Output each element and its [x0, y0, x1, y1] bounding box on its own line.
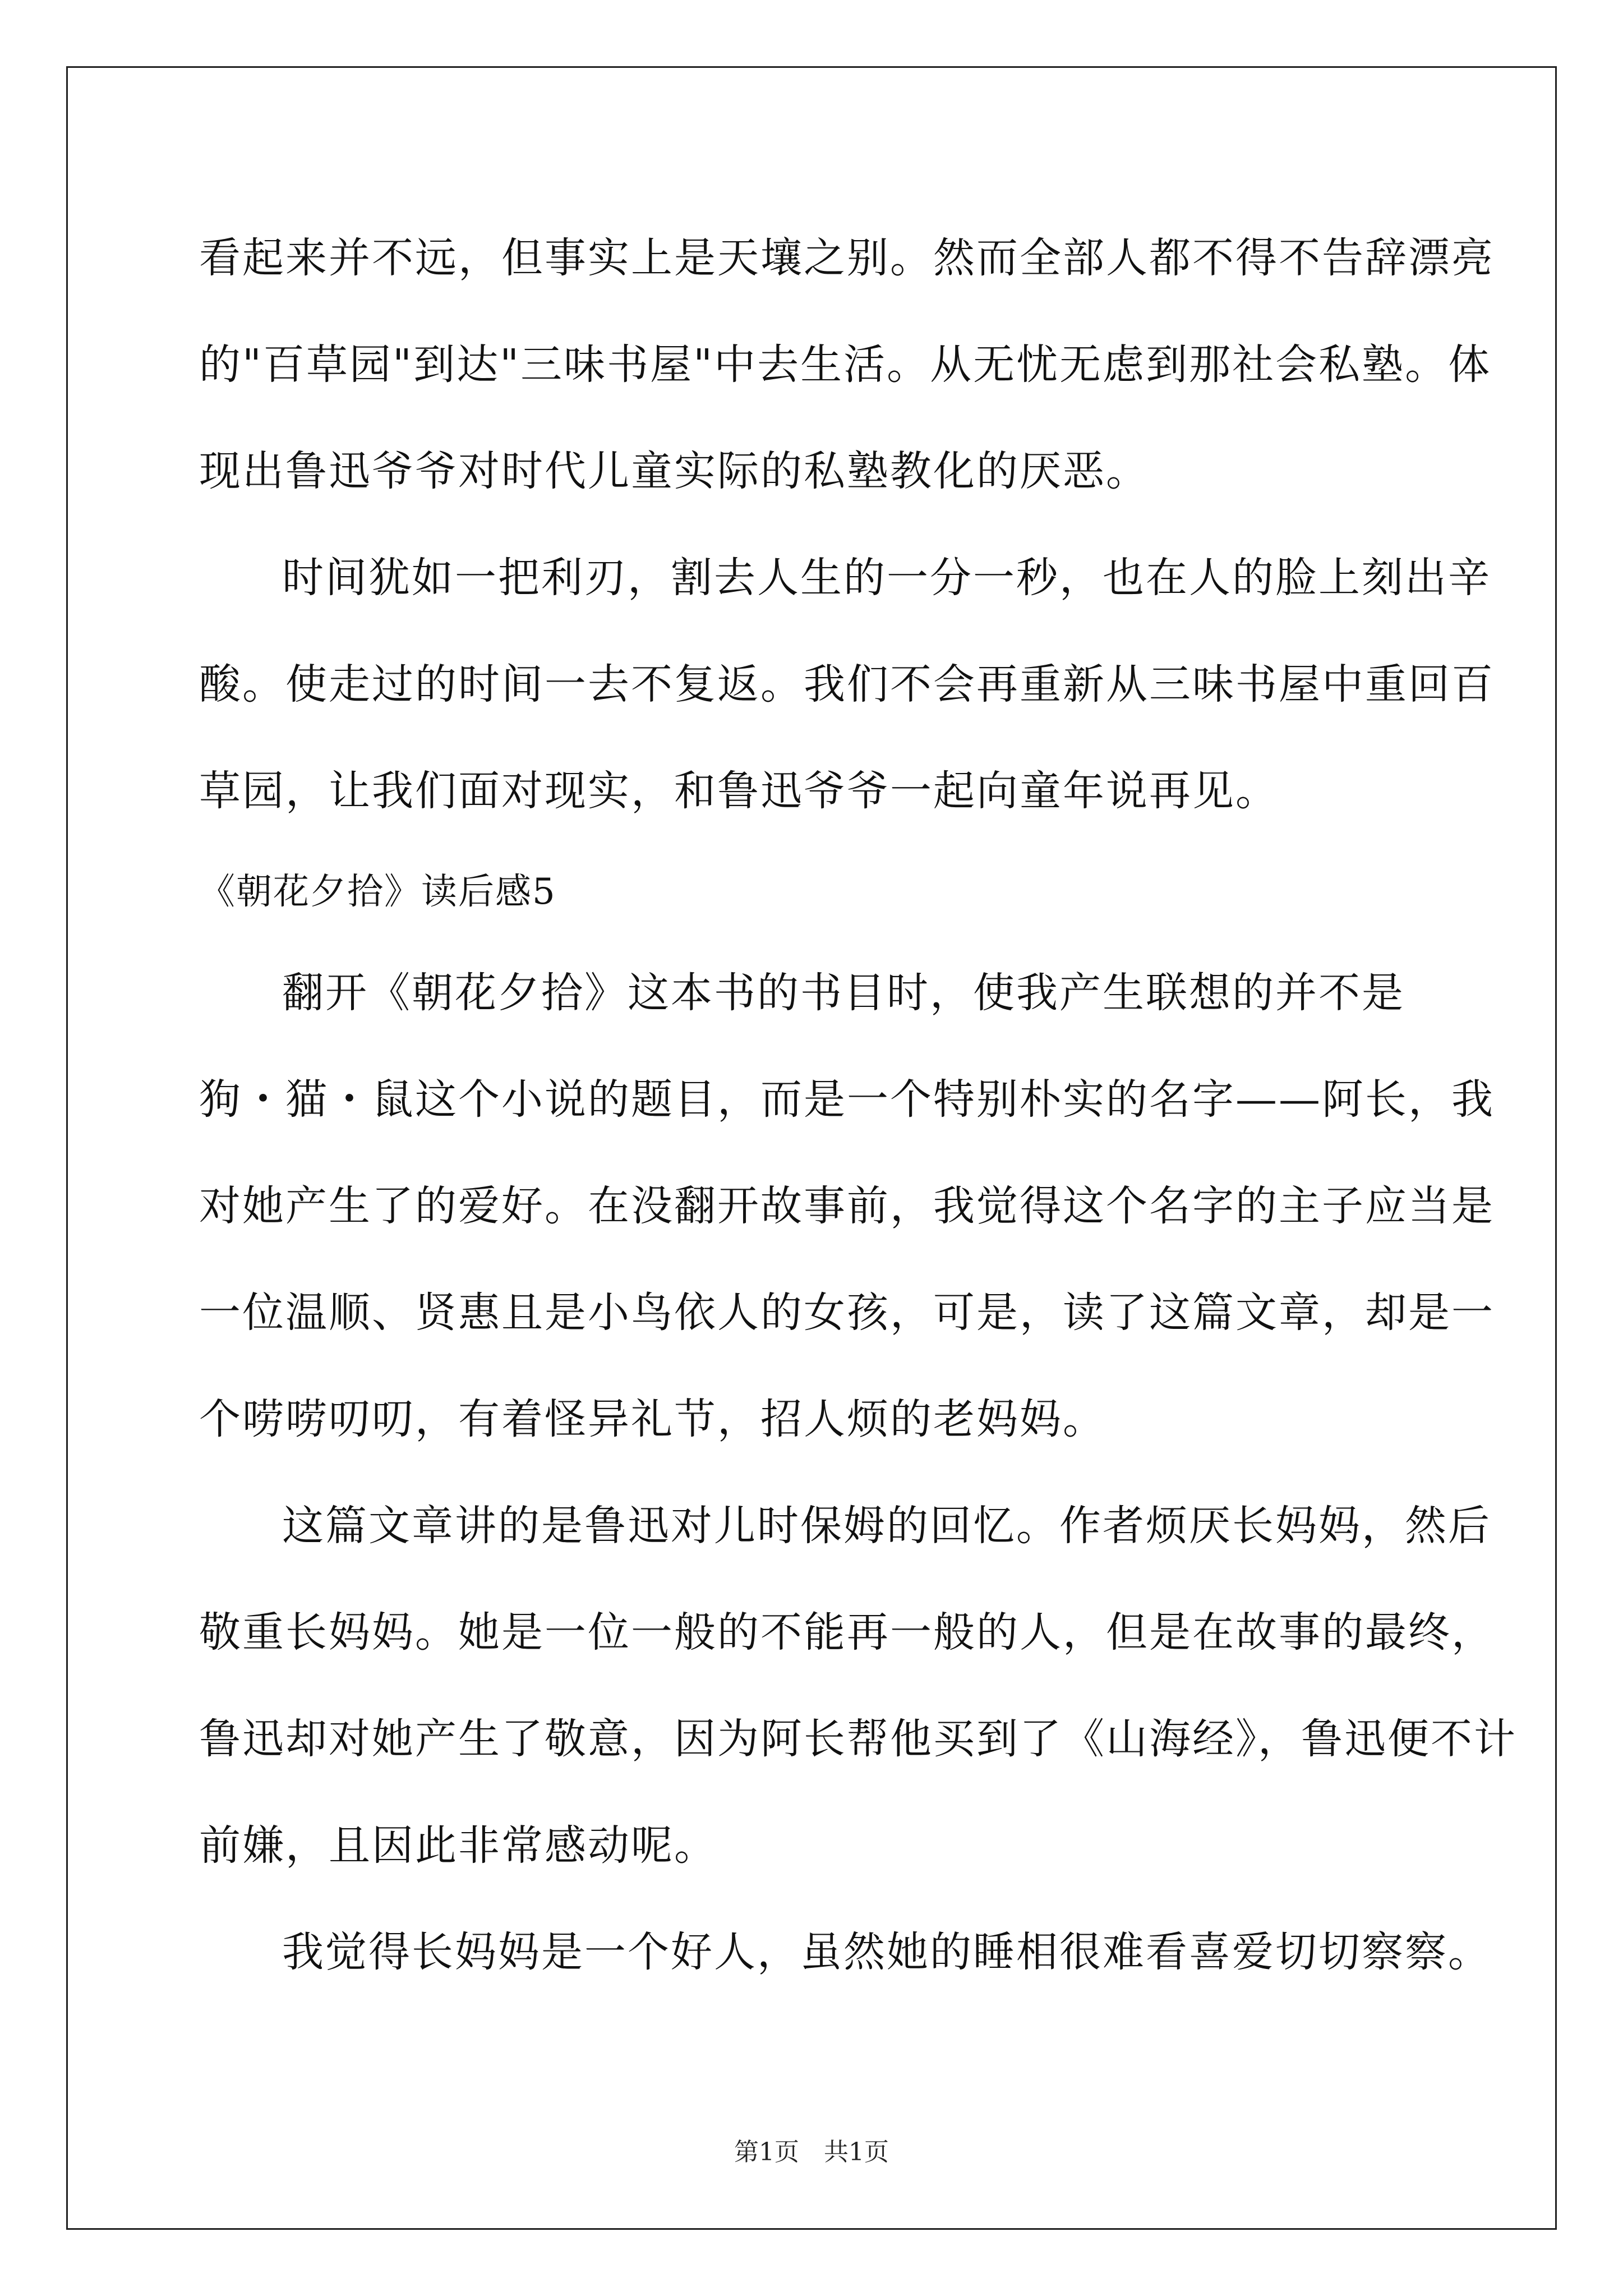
page-footer: 第1页 共1页: [734, 2138, 889, 2166]
text-line: 一位温顺、贤惠且是小鸟依人的女孩，可是，读了这篇文章，却是一: [199, 1289, 1495, 1337]
text-line: 鲁迅却对她产生了敬意，因为阿长帮他买到了《山海经》，鲁迅便不计: [199, 1715, 1517, 1763]
text-line: 酸。使走过的时间一去不复返。我们不会再重新从三味书屋中重回百: [199, 660, 1495, 708]
text-line: 看起来并不远，但事实上是天壤之别。然而全部人都不得不告辞漂亮: [199, 234, 1495, 282]
text-line: 狗・猫・鼠这个小说的题目，而是一个特别朴实的名字——阿长，我: [199, 1075, 1495, 1124]
text-line: 草园，让我们面对现实，和鲁迅爷爷一起向童年说再见。: [199, 767, 1279, 815]
paragraph-start-line: 翻开《朝花夕拾》这本书的书目时，使我产生联想的并不是: [282, 969, 1405, 1017]
paragraph-start-line: 时间犹如一把利刃，割去人生的一分一秒，也在人的脸上刻出辛: [282, 554, 1491, 602]
document-body: [199, 205, 1517, 2005]
text-line: 前嫌，且因此非常感动呢。: [199, 1821, 717, 1870]
text-line: 的"百草园"到达"三味书屋"中去生活。从无忧无虑到那社会私塾。体: [199, 341, 1492, 389]
paragraph-start-line: 我觉得长妈妈是一个好人，虽然她的睡相很难看喜爱切切察察。: [282, 1928, 1491, 1976]
text-line: 敬重长妈妈。她是一位一般的不能再一般的人，但是在故事的最终，: [199, 1608, 1495, 1657]
text-line: 个唠唠叨叨，有着怪异礼节，招人烦的老妈妈。: [199, 1395, 1106, 1443]
paragraph-start-line: 这篇文章讲的是鲁迅对儿时保姆的回忆。作者烦厌长妈妈，然后: [282, 1502, 1491, 1550]
text-line: 现出鲁迅爷爷对时代儿童实际的私塾教化的厌恶。: [199, 447, 1149, 495]
text-line: 对她产生了的爱好。在没翻开故事前，我觉得这个名字的主子应当是: [199, 1182, 1495, 1230]
section-title: 《朝花夕拾》读后感5: [199, 871, 556, 913]
